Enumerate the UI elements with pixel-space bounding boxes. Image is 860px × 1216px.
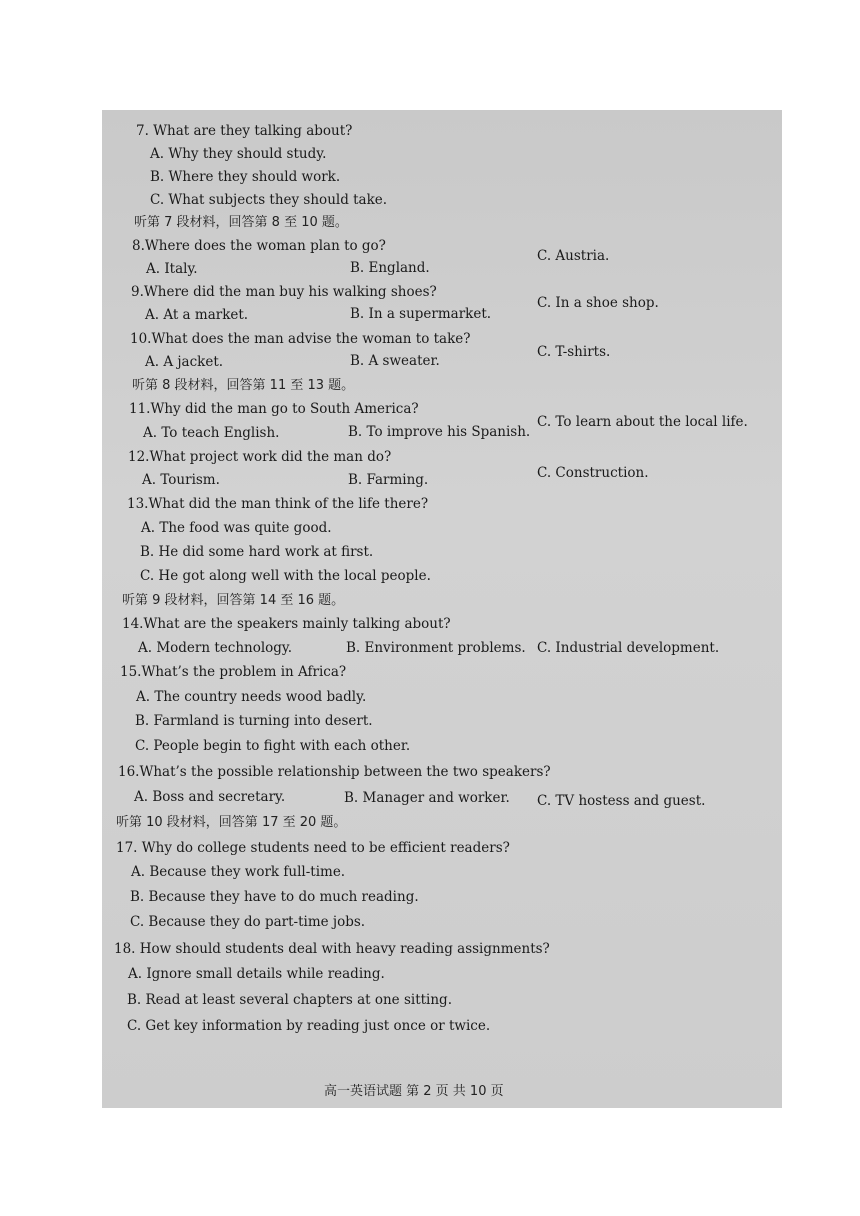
question-18-option-c: C. Get key information by reading just once or twice. [127, 1018, 491, 1034]
question-14-stem: 14.What are the speakers mainly talking about? [122, 616, 451, 632]
question-18-option-a: A. Ignore small details while reading. [128, 966, 385, 982]
question-15-option-b: B. Farmland is turning into desert. [135, 713, 373, 729]
question-17-stem: 17. Why do college students need to be efficient readers? [116, 840, 510, 856]
question-7-option-a: A. Why they should study. [150, 146, 327, 162]
question-15-stem: 15.What’s the problem in Africa? [120, 664, 347, 680]
question-9-option-b: B. In a supermarket. [350, 306, 492, 322]
question-8-stem: 8.Where does the woman plan to go? [132, 238, 386, 254]
question-16-stem: 16.What’s the possible relationship between the two speakers? [118, 764, 551, 780]
question-16-option-a: A. Boss and secretary. [134, 789, 286, 805]
question-13-option-c: C. He got along well with the local people. [140, 568, 431, 584]
question-13-option-a: A. The food was quite good. [141, 520, 332, 536]
question-12-stem: 12.What project work did the man do? [128, 449, 392, 465]
page-footer: 高一英语试题 第 2 页 共 10 页 [324, 1084, 504, 1099]
question-18-option-b: B. Read at least several chapters at one sitting. [127, 992, 452, 1008]
question-17-option-b: B. Because they have to do much reading. [130, 889, 419, 905]
question-9-option-a: A. At a market. [145, 307, 249, 323]
question-14-option-c: C. Industrial development. [537, 640, 720, 656]
question-7-stem: 7. What are they talking about? [136, 123, 353, 139]
question-9-stem: 9.Where did the man buy his walking shoes? [131, 284, 437, 300]
question-13-option-b: B. He did some hard work at first. [140, 544, 374, 560]
question-15-option-c: C. People begin to fight with each other. [135, 738, 411, 754]
section-heading-7: 听第 7 段材料，回答第 8 至 10 题。 [134, 215, 348, 230]
question-16-option-c: C. TV hostess and guest. [537, 793, 706, 809]
question-10-option-b: B. A sweater. [350, 353, 440, 369]
section-heading-9: 听第 9 段材料，回答第 14 至 16 题。 [122, 593, 345, 608]
question-8-option-b: B. England. [350, 260, 430, 276]
question-11-option-b: B. To improve his Spanish. [348, 424, 531, 440]
question-14-option-a: A. Modern technology. [138, 640, 293, 656]
question-18-stem: 18. How should students deal with heavy reading assignments? [114, 941, 550, 957]
question-12-option-c: C. Construction. [537, 465, 649, 481]
question-17-option-c: C. Because they do part-time jobs. [130, 914, 366, 930]
exam-page [102, 110, 782, 1108]
question-8-option-c: C. Austria. [537, 248, 610, 264]
question-7-option-c: C. What subjects they should take. [150, 192, 388, 208]
question-17-option-a: A. Because they work full-time. [131, 864, 346, 880]
question-7-option-b: B. Where they should work. [150, 169, 341, 185]
question-10-stem: 10.What does the man advise the woman to take? [130, 331, 471, 347]
question-12-option-b: B. Farming. [348, 472, 429, 488]
question-16-option-b: B. Manager and worker. [344, 790, 510, 806]
section-heading-8: 听第 8 段材料，回答第 11 至 13 题。 [132, 378, 355, 393]
question-12-option-a: A. Tourism. [142, 472, 220, 488]
question-14-option-b: B. Environment problems. [346, 640, 526, 656]
question-13-stem: 13.What did the man think of the life there? [127, 496, 429, 512]
question-8-option-a: A. Italy. [146, 261, 198, 277]
question-11-stem: 11.Why did the man go to South America? [129, 401, 419, 417]
question-10-option-a: A. A jacket. [145, 354, 224, 370]
section-heading-10: 听第 10 段材料，回答第 17 至 20 题。 [116, 815, 347, 830]
question-11-option-a: A. To teach English. [143, 425, 280, 441]
question-10-option-c: C. T-shirts. [537, 344, 611, 360]
question-9-option-c: C. In a shoe shop. [537, 295, 659, 311]
question-11-option-c: C. To learn about the local life. [537, 414, 748, 430]
question-15-option-a: A. The country needs wood badly. [136, 689, 367, 705]
